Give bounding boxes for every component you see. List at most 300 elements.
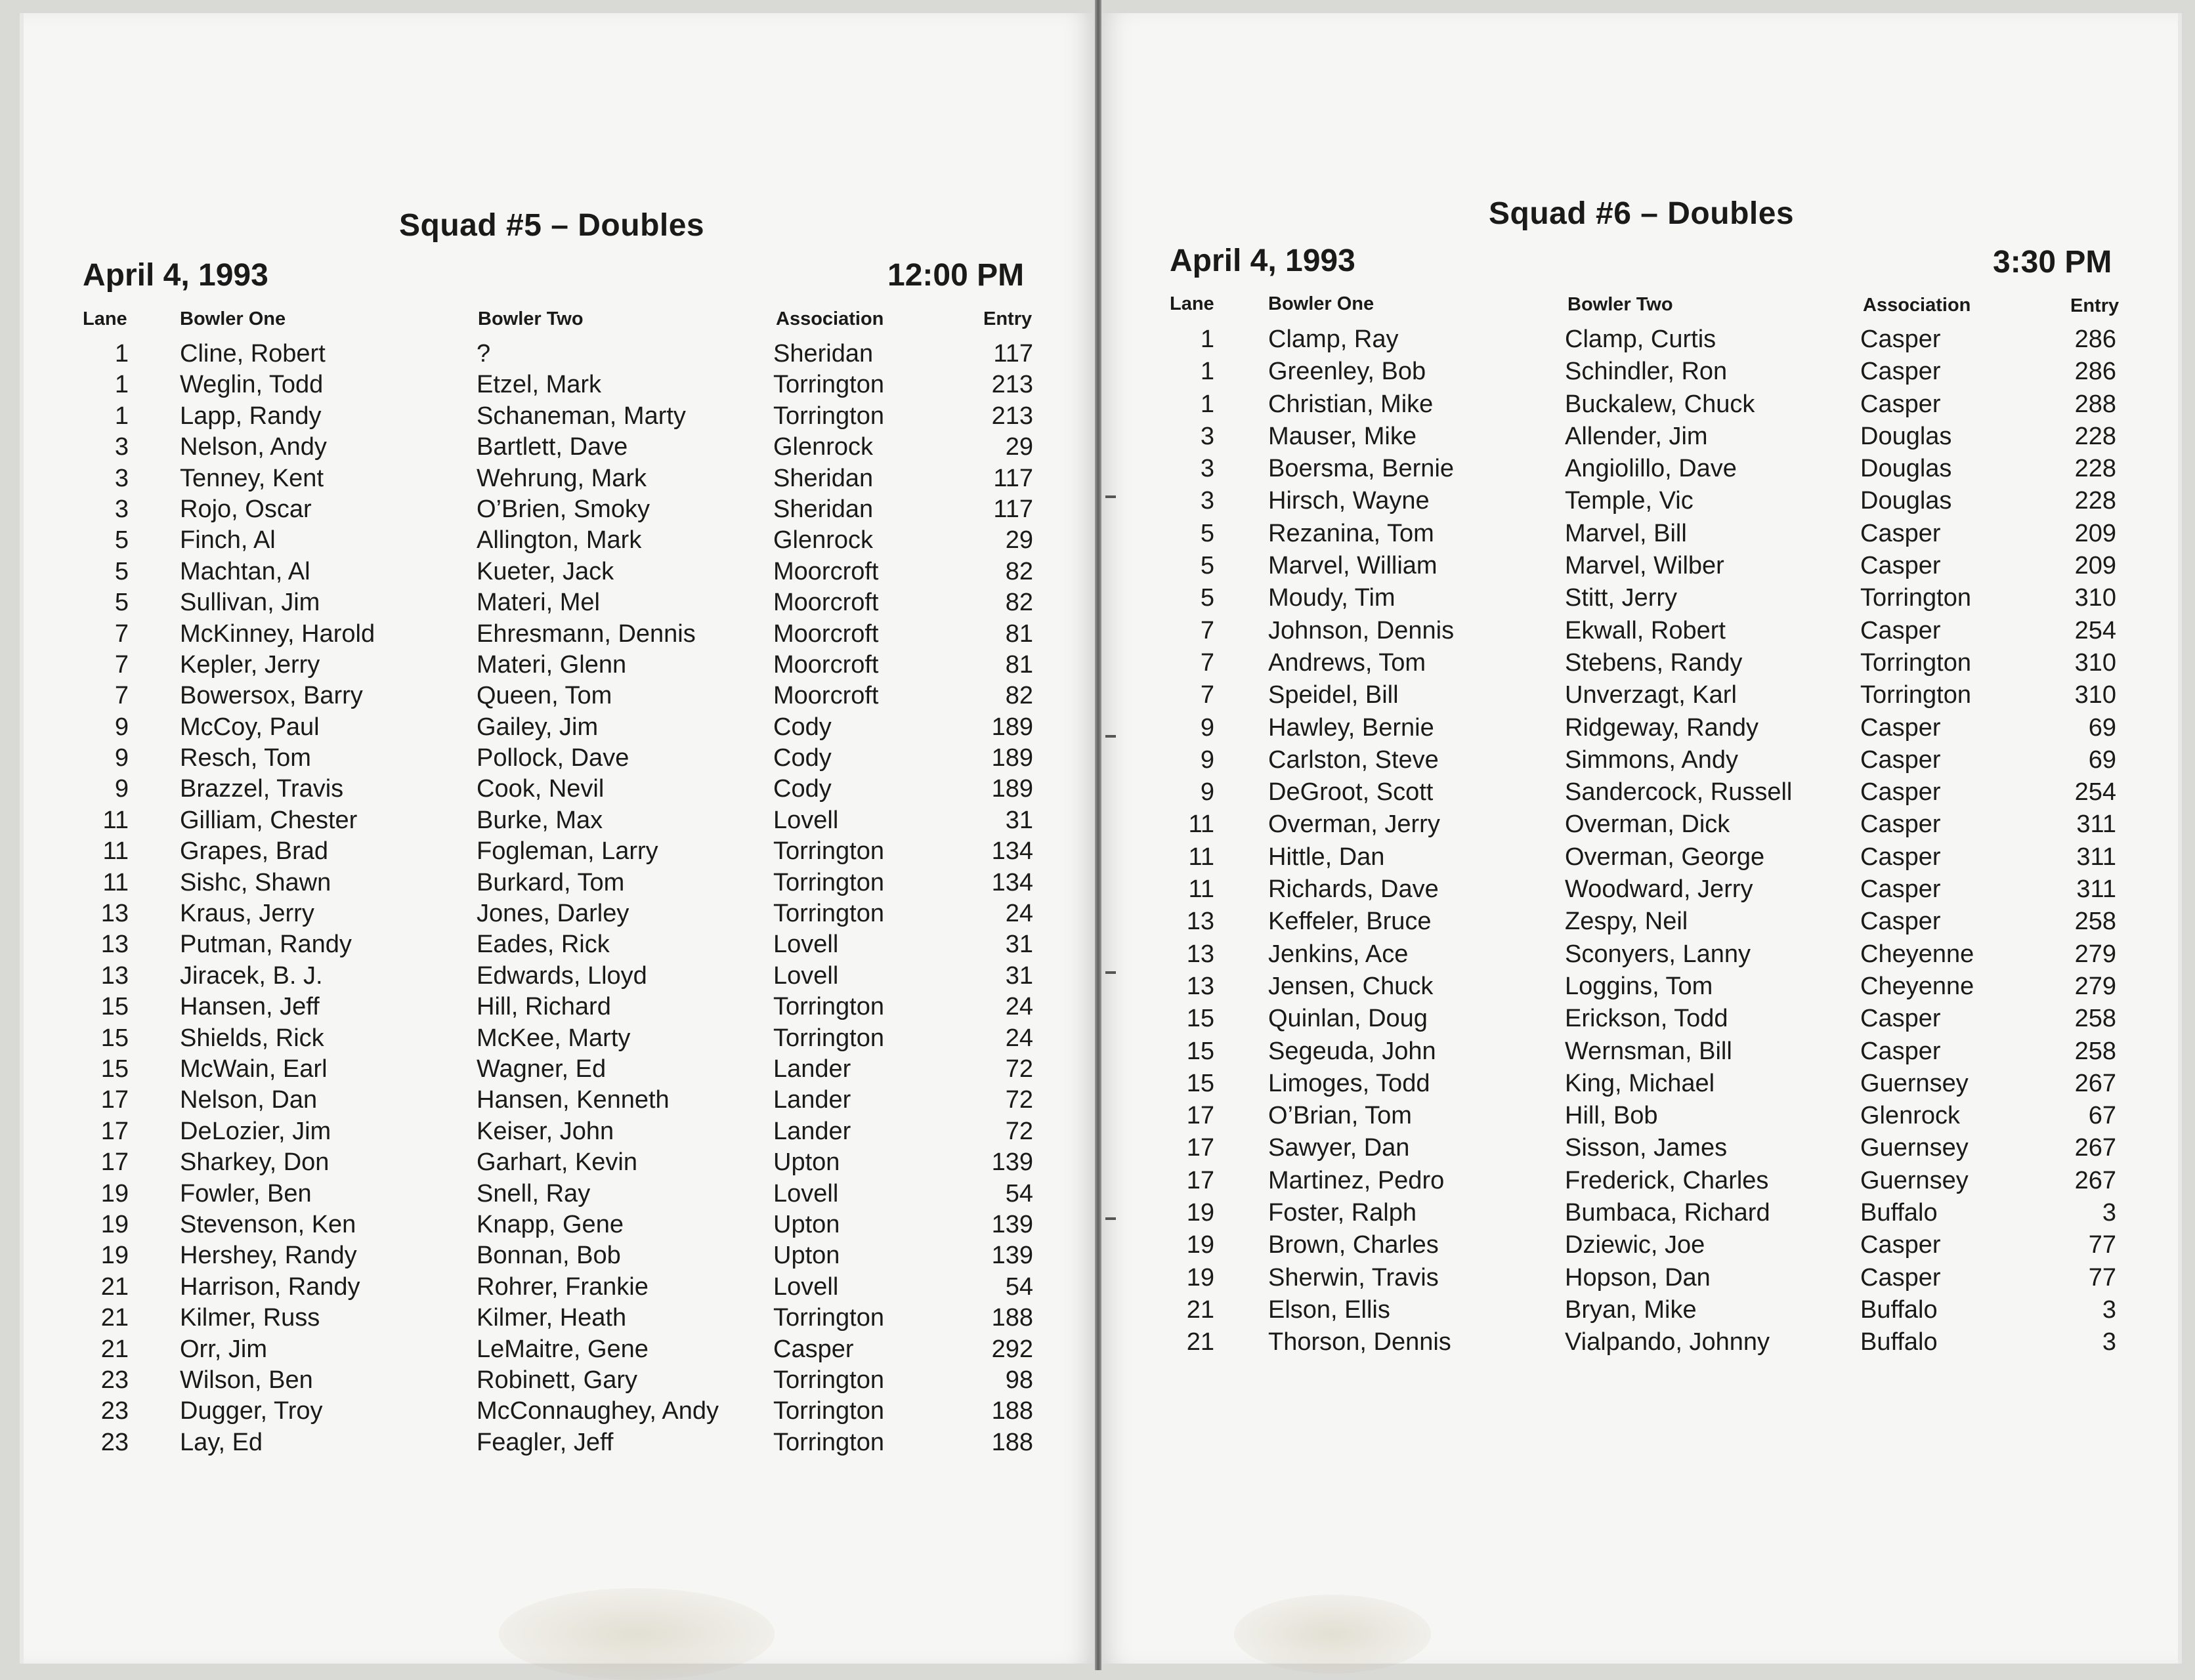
lane-cell: 5 [114,526,129,555]
paper-stain [499,1588,775,1680]
lane-cell: 17 [1186,1134,1214,1162]
association-cell: Lovell [773,1272,839,1301]
entry-cell: 82 [1005,682,1033,710]
bowler-one-cell: Cline, Robert [180,340,326,368]
bowler-one-cell: Putman, Randy [180,931,352,959]
bowler-one-cell: Orr, Jim [180,1335,267,1363]
bowler-two-cell: Marvel, Wilber [1565,552,1724,580]
bowler-one-cell: Shields, Rick [180,1024,324,1052]
bowler-one-cell: Machtan, Al [180,557,310,585]
entry-cell: 77 [2088,1231,2116,1259]
association-cell: Cody [773,775,832,803]
table-row [0,390,2195,423]
lane-cell: 13 [1186,972,1214,1000]
association-cell: Casper [1860,1005,1941,1033]
association-cell: Torrington [773,1304,884,1332]
squad-6-table [0,326,2195,1361]
entry-cell: 82 [1005,557,1033,585]
lane-cell: 1 [114,371,129,399]
bowler-two-cell: Dziewic, Joe [1565,1231,1705,1259]
bowler-one-cell: Rojo, Oscar [180,495,312,523]
bowler-one-cell: McKinney, Harold [180,620,375,648]
lane-cell: 3 [114,464,129,492]
bowler-one-cell: Brazzel, Travis [180,775,344,803]
bowler-two-cell: Ekwall, Robert [1565,616,1726,644]
lane-cell: 7 [1200,681,1214,709]
entry-cell: 72 [1005,1086,1033,1114]
bowler-two-cell: Wagner, Ed [477,1055,607,1083]
entry-cell: 139 [991,1148,1033,1177]
bowler-two-cell: Stebens, Randy [1565,648,1743,677]
entry-cell: 267 [2074,1166,2116,1194]
bowler-two-cell: Burke, Max [477,806,603,834]
association-cell: Casper [1860,326,1941,353]
table-row [0,875,2195,908]
table-row [0,1328,2195,1360]
bowler-one-cell: Mauser, Mike [1268,422,1417,450]
bowler-one-cell: Harrison, Randy [180,1272,360,1301]
bowler-two-cell: Hansen, Kenneth [477,1086,670,1114]
entry-cell: 209 [2074,519,2116,547]
entry-cell: 3 [2102,1295,2116,1324]
table-row [0,746,2195,778]
entry-cell: 117 [993,464,1033,492]
bowler-two-cell: Allender, Jim [1565,422,1708,450]
bowler-one-cell: Bowersox, Barry [180,682,363,710]
bowler-two-cell: Vialpando, Johnny [1565,1328,1770,1356]
header-entry: Entry [983,308,1033,329]
entry-cell: 213 [991,402,1033,430]
header-bowler-two: Bowler Two [478,308,584,329]
bowler-one-cell: Kilmer, Russ [180,1304,320,1332]
association-cell: Buffalo [1860,1295,1938,1324]
table-row [0,681,2195,713]
association-cell: Torrington [773,1366,884,1394]
table-row [0,1231,2195,1263]
table-row [0,778,2195,810]
entry-cell: 77 [2088,1263,2116,1292]
bowler-one-cell: Hirsch, Wayne [1268,487,1430,515]
bowler-two-cell: Buckalew, Chuck [1565,390,1755,418]
lane-cell: 7 [114,620,129,648]
entry-cell: 228 [2074,422,2116,450]
entry-cell: 117 [993,340,1033,368]
association-cell: Casper [1860,358,1941,386]
lane-cell: 1 [1200,358,1214,386]
lane-cell: 9 [114,744,129,772]
bowler-one-cell: Overman, Jerry [1268,810,1440,839]
bowler-two-cell: Sconyers, Lanny [1565,940,1751,968]
lane-cell: 15 [100,993,129,1021]
lane-cell: 15 [1186,1037,1214,1065]
bowler-two-cell: Edwards, Lloyd [477,961,647,990]
entry-cell: 267 [2074,1069,2116,1097]
association-cell: Torrington [1860,648,1971,677]
lane-cell: 13 [100,931,129,959]
association-cell: Casper [1860,1263,1941,1292]
lane-cell: 3 [114,495,129,523]
association-cell: Torrington [773,402,884,430]
bowler-two-cell: Materi, Mel [477,589,600,617]
lane-cell: 21 [100,1272,129,1301]
entry-cell: 188 [991,1304,1033,1332]
bowler-two-cell: Temple, Vic [1565,487,1694,515]
entry-cell: 254 [2074,778,2116,807]
bowler-one-cell: Jensen, Chuck [1268,972,1434,1000]
lane-cell: 21 [100,1335,129,1363]
lane-cell: 19 [100,1242,129,1270]
bowler-one-cell: Jiracek, B. J. [180,961,323,990]
entry-cell: 228 [2074,455,2116,483]
table-row [0,552,2195,584]
lane-cell: 9 [1200,746,1214,774]
bowler-one-cell: Moudy, Tim [1268,584,1396,612]
bowler-two-cell: Pollock, Dave [477,744,629,772]
bowler-one-cell: Stevenson, Ken [180,1210,356,1238]
entry-cell: 134 [991,837,1033,866]
bowler-one-cell: Hershey, Randy [180,1242,357,1270]
entry-cell: 24 [1005,993,1033,1021]
entry-cell: 98 [1005,1366,1033,1394]
table-row [0,1264,2195,1296]
association-cell: Moorcroft [773,557,879,585]
lane-cell: 15 [1186,1005,1214,1033]
lane-cell: 11 [1188,875,1214,904]
lane-cell: 7 [1200,648,1214,677]
association-cell: Moorcroft [773,682,879,710]
table-row [0,1397,1076,1428]
table-row [0,1429,1076,1460]
bowler-one-cell: Resch, Tom [180,744,311,772]
bowler-one-cell: Sherwin, Travis [1268,1263,1439,1292]
entry-cell: 31 [1005,931,1033,959]
lane-cell: 11 [1188,843,1214,871]
bowler-two-cell: Loggins, Tom [1565,972,1713,1000]
lane-cell: 3 [1200,455,1214,483]
entry-cell: 29 [1005,526,1033,555]
entry-cell: 72 [1005,1055,1033,1083]
lane-cell: 17 [100,1148,129,1177]
lane-cell: 1 [1200,326,1214,353]
entry-cell: 254 [2074,616,2116,644]
bowler-one-cell: Jenkins, Ace [1268,940,1409,968]
association-cell: Lander [773,1117,851,1145]
entry-cell: 117 [993,495,1033,523]
entry-cell: 267 [2074,1134,2116,1162]
bowler-two-cell: Woodward, Jerry [1565,875,1753,904]
bowler-one-cell: DeLozier, Jim [180,1117,331,1145]
bowler-one-cell: Hawley, Bernie [1268,713,1434,742]
entry-cell: 258 [2074,1037,2116,1065]
bowler-one-cell: McWain, Earl [180,1055,328,1083]
bowler-two-cell: Overman, George [1565,843,1765,871]
bowler-two-cell: Garhart, Kevin [477,1148,637,1177]
association-cell: Moorcroft [773,620,879,648]
association-cell: Moorcroft [773,589,879,617]
bowler-two-cell: Materi, Glenn [477,650,627,679]
bowler-two-cell: Zespy, Neil [1565,908,1688,936]
association-cell: Buffalo [1860,1199,1938,1227]
table-row [0,584,2195,616]
bowler-two-cell: ? [477,340,491,368]
entry-cell: 29 [1005,433,1033,461]
entry-cell: 81 [1005,620,1033,648]
bowler-two-cell: Wehrung, Mark [477,464,647,492]
table-row [0,1102,2195,1134]
bowler-two-cell: Snell, Ray [477,1179,591,1208]
bowler-one-cell: Speidel, Bill [1268,681,1399,709]
entry-cell: 72 [1005,1117,1033,1145]
entry-cell: 67 [2088,1102,2116,1130]
table-row [0,1134,2195,1166]
association-cell: Guernsey [1860,1069,1969,1097]
bowler-one-cell: Foster, Ralph [1268,1199,1417,1227]
bowler-two-cell: Erickson, Todd [1565,1005,1728,1033]
bowler-one-cell: Carlston, Steve [1268,746,1439,774]
association-cell: Casper [1860,1037,1941,1065]
bowler-two-cell: Kueter, Jack [477,557,614,585]
lane-cell: 19 [1186,1263,1214,1292]
bowler-two-cell: Feagler, Jeff [477,1428,614,1456]
lane-cell: 17 [1186,1102,1214,1130]
bowler-two-cell: Wernsman, Bill [1565,1037,1732,1065]
association-cell: Upton [773,1210,840,1238]
entry-cell: 286 [2074,358,2116,386]
squad-date: April 4, 1993 [1170,243,1355,278]
association-cell: Torrington [773,900,884,928]
association-cell: Douglas [1860,487,1952,515]
bowler-two-cell: King, Michael [1565,1069,1715,1097]
squad-date: April 4, 1993 [83,258,268,293]
lane-cell: 5 [1200,519,1214,547]
association-cell: Casper [1860,552,1941,580]
bowler-one-cell: Tenney, Kent [180,464,324,492]
bowler-two-cell: Angiolillo, Dave [1565,455,1737,483]
bowler-two-cell: Hopson, Dan [1565,1263,1711,1292]
association-cell: Douglas [1860,455,1952,483]
bowler-one-cell: Sullivan, Jim [180,589,320,617]
association-cell: Lovell [773,931,839,959]
bowler-one-cell: Wilson, Ben [180,1366,313,1394]
association-cell: Cody [773,713,832,741]
entry-cell: 31 [1005,961,1033,990]
lane-cell: 21 [100,1304,129,1332]
association-cell: Casper [1860,810,1941,839]
bowler-one-cell: Dugger, Troy [180,1397,323,1425]
bowler-two-cell: Gailey, Jim [477,713,599,741]
entry-cell: 258 [2074,1005,2116,1033]
header-entry: Entry [2070,295,2120,316]
entry-cell: 311 [2076,810,2116,839]
entry-cell: 134 [991,868,1033,896]
table-row [0,843,2195,875]
lane-cell: 1 [1200,390,1214,418]
bowler-two-cell: Allington, Mark [477,526,642,555]
table-row [0,810,2195,843]
squad-time: 12:00 PM [887,258,1025,293]
header-bowler-one: Bowler One [180,308,286,329]
lane-cell: 13 [1186,940,1214,968]
lane-cell: 11 [102,806,129,834]
lane-cell: 15 [100,1055,129,1083]
bowler-two-cell: Bumbaca, Richard [1565,1199,1770,1227]
lane-cell: 9 [1200,778,1214,807]
lane-cell: 17 [100,1086,129,1114]
bowler-one-cell: Keffeler, Bruce [1268,908,1432,936]
bowler-one-cell: McCoy, Paul [180,713,320,741]
lane-cell: 21 [1186,1295,1214,1324]
entry-cell: 189 [991,744,1033,772]
lane-cell: 23 [100,1366,129,1394]
lane-cell: 5 [1200,584,1214,612]
lane-cell: 19 [100,1210,129,1238]
bowler-one-cell: O’Brian, Tom [1268,1102,1412,1130]
bowler-one-cell: Sishc, Shawn [180,868,331,896]
lane-cell: 23 [100,1428,129,1456]
entry-cell: 139 [991,1210,1033,1238]
lane-cell: 19 [100,1179,129,1208]
squad-title: Squad #6 – Doubles [1489,196,1795,231]
association-cell: Upton [773,1242,840,1270]
header-bowler-two: Bowler Two [1567,294,1673,315]
lane-cell: 21 [1186,1328,1214,1356]
table-row [0,520,2195,552]
association-cell: Torrington [773,1428,884,1456]
table-row [0,487,2195,519]
table-row [0,1038,2195,1070]
lane-cell: 11 [1188,810,1214,839]
bowler-two-cell: Burkard, Tom [477,868,625,896]
association-cell: Casper [1860,713,1941,742]
paper-stain [1234,1595,1431,1673]
association-cell: Glenrock [1860,1102,1961,1130]
lane-cell: 17 [1186,1166,1214,1194]
bowler-two-cell: Hill, Bob [1565,1102,1658,1130]
lane-cell: 9 [114,713,129,741]
association-cell: Glenrock [773,433,874,461]
lane-cell: 15 [100,1024,129,1052]
bowler-one-cell: Rezanina, Tom [1268,519,1434,547]
bowler-one-cell: Boersma, Bernie [1268,455,1455,483]
association-cell: Lander [773,1086,851,1114]
bowler-one-cell: Clamp, Ray [1268,326,1399,353]
bowler-one-cell: Richards, Dave [1268,875,1439,904]
table-row [0,940,2195,973]
lane-cell: 9 [1200,713,1214,742]
association-cell: Lovell [773,806,839,834]
association-cell: Casper [1860,616,1941,644]
table-row [0,1167,2195,1199]
table-row [0,423,2195,455]
bowler-two-cell: Overman, Dick [1565,810,1730,839]
table-row [0,455,2195,487]
lane-cell: 5 [1200,552,1214,580]
bowler-two-cell: Rohrer, Frankie [477,1272,649,1301]
entry-cell: 69 [2088,746,2116,774]
entry-cell: 82 [1005,589,1033,617]
bowler-two-cell: Queen, Tom [477,682,612,710]
lane-cell: 9 [114,775,129,803]
entry-cell: 228 [2074,487,2116,515]
table-row [0,1005,2195,1037]
bowler-two-cell: LeMaitre, Gene [477,1335,649,1363]
association-cell: Upton [773,1148,840,1177]
association-cell: Casper [773,1335,854,1363]
bowler-one-cell: Marvel, William [1268,552,1438,580]
bowler-one-cell: Brown, Charles [1268,1231,1439,1259]
entry-cell: 310 [2074,681,2116,709]
entry-cell: 188 [991,1428,1033,1456]
entry-cell: 311 [2076,843,2116,871]
association-cell: Casper [1860,843,1941,871]
lane-cell: 19 [1186,1199,1214,1227]
table-row [0,714,2195,746]
table-row [0,908,2195,940]
table-row [0,649,2195,681]
bowler-one-cell: Christian, Mike [1268,390,1434,418]
entry-cell: 3 [2102,1328,2116,1356]
bowler-two-cell: Bartlett, Dave [477,433,628,461]
entry-cell: 69 [2088,713,2116,742]
association-cell: Lovell [773,961,839,990]
bowler-two-cell: Jones, Darley [477,900,629,928]
association-cell: Torrington [773,993,884,1021]
entry-cell: 310 [2074,584,2116,612]
association-cell: Torrington [773,1397,884,1425]
lane-cell: 11 [102,868,129,896]
bowler-two-cell: Stitt, Jerry [1565,584,1678,612]
bowler-one-cell: Limoges, Todd [1268,1069,1430,1097]
lane-cell: 3 [114,433,129,461]
bowler-one-cell: Sawyer, Dan [1268,1134,1410,1162]
bowler-one-cell: Weglin, Todd [180,371,324,399]
lane-cell: 5 [114,589,129,617]
table-row [0,973,2195,1005]
bowler-one-cell: Lay, Ed [180,1428,263,1456]
bowler-two-cell: Cook, Nevil [477,775,605,803]
bowler-one-cell: Martinez, Pedro [1268,1166,1445,1194]
bowler-two-cell: Bonnan, Bob [477,1242,621,1270]
lane-cell: 3 [1200,487,1214,515]
bowler-two-cell: Etzel, Mark [477,371,602,399]
bowler-two-cell: Knapp, Gene [477,1210,624,1238]
association-cell: Douglas [1860,422,1952,450]
association-cell: Sheridan [773,464,874,492]
bowler-two-cell: Kilmer, Heath [477,1304,627,1332]
association-cell: Sheridan [773,495,874,523]
bowler-one-cell: Hansen, Jeff [180,993,320,1021]
association-cell: Glenrock [773,526,874,555]
bowler-one-cell: Kepler, Jerry [180,650,320,679]
entry-cell: 81 [1005,650,1033,679]
bowler-one-cell: Nelson, Andy [180,433,327,461]
bowler-one-cell: Kraus, Jerry [180,900,314,928]
bowler-two-cell: Ridgeway, Randy [1565,713,1759,742]
bowler-one-cell: Quinlan, Doug [1268,1005,1428,1033]
association-cell: Cody [773,744,832,772]
table-row [0,1366,1076,1397]
lane-cell: 3 [1200,422,1214,450]
association-cell: Casper [1860,908,1941,936]
header-lane: Lane [1170,293,1214,314]
header-lane: Lane [83,308,127,329]
lane-cell: 17 [100,1117,129,1145]
bowler-two-cell: Schaneman, Marty [477,402,686,430]
entry-cell: 54 [1005,1179,1033,1208]
association-cell: Guernsey [1860,1134,1969,1162]
bowler-two-cell: Fogleman, Larry [477,837,658,866]
entry-cell: 292 [991,1335,1033,1363]
